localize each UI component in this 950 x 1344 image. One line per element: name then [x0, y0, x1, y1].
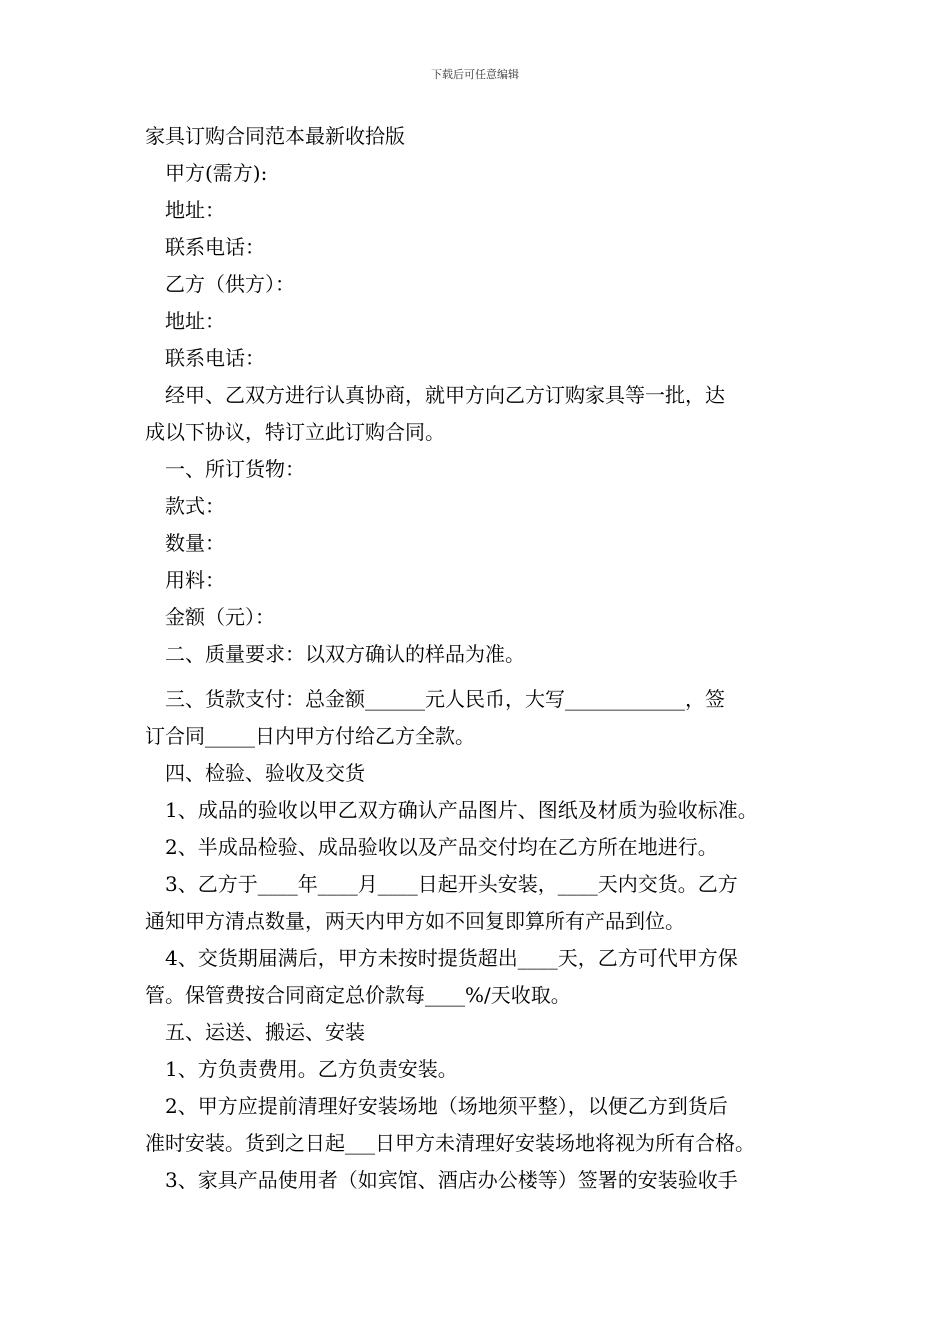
section-4-heading: 四、检验、验收及交货: [165, 761, 365, 785]
page-header: 下载后可任意编辑: [431, 68, 519, 81]
goods-quantity: 数量：: [165, 531, 225, 555]
intro-line-1: 经甲、乙双方进行认真协商，就甲方向乙方订购家具等一批，达: [165, 383, 725, 407]
party-b-label: 乙方（供方）：: [165, 272, 295, 296]
section-4-item-3-line-2: 通知甲方清点数量，两天内甲方如不回复即算所有产品到位。: [145, 909, 685, 933]
section-4-item-2: 2、半成品检验、成品验收以及产品交付均在乙方所在地进行。: [165, 835, 718, 859]
section-5-item-3-line-1: 3、家具产品使用者（如宾馆、酒店办公楼等）签署的安装验收手: [165, 1168, 738, 1192]
section-2-heading: 二、质量要求：以双方确认的样品为准。: [165, 642, 525, 666]
party-a-phone: 联系电话：: [165, 235, 265, 259]
document-title: 家具订购合同范本最新收拾版: [145, 124, 405, 148]
section-4-item-3-line-1: 3、乙方于____年____月____日起开头安装，____天内交货。乙方: [165, 872, 738, 896]
section-4-item-4-line-1: 4、交货期届满后，甲方未按时提货超出____天，乙方可代甲方保: [165, 946, 738, 970]
goods-style: 款式：: [165, 494, 225, 518]
party-b-phone: 联系电话：: [165, 346, 265, 370]
goods-material: 用料：: [165, 568, 225, 592]
section-3-line-1: 三、货款支付：总金额______元人民币，大写____________，签: [165, 687, 725, 711]
document-body: [145, 118, 815, 1199]
party-a-address: 地址：: [165, 198, 225, 222]
intro-line-2: 成以下协议，特订立此订购合同。: [145, 420, 445, 444]
section-5-item-2-line-2: 准时安装。货到之日起___日甲方未清理好安装场地将视为所有合格。: [145, 1131, 755, 1155]
section-4-item-1: 1、成品的验收以甲乙双方确认产品图片、图纸及材质为验收标准。: [165, 798, 758, 822]
party-b-address: 地址：: [165, 309, 225, 333]
section-5-heading: 五、运送、搬运、安装: [165, 1020, 365, 1044]
section-4-item-4-line-2: 管。保管费按合同商定总价款每____%/天收取。: [145, 983, 571, 1007]
section-1-heading: 一、所订货物：: [165, 457, 305, 481]
section-3-line-2: 订合同_____日内甲方付给乙方全款。: [145, 724, 475, 748]
party-a-label: 甲方(需方):: [165, 161, 268, 185]
goods-amount: 金额（元）：: [165, 605, 275, 629]
section-5-item-1: 1、方负责费用。乙方负责安装。: [165, 1057, 458, 1081]
section-5-item-2-line-1: 2、甲方应提前清理好安装场地（场地须平整），以便乙方到货后: [165, 1094, 728, 1118]
